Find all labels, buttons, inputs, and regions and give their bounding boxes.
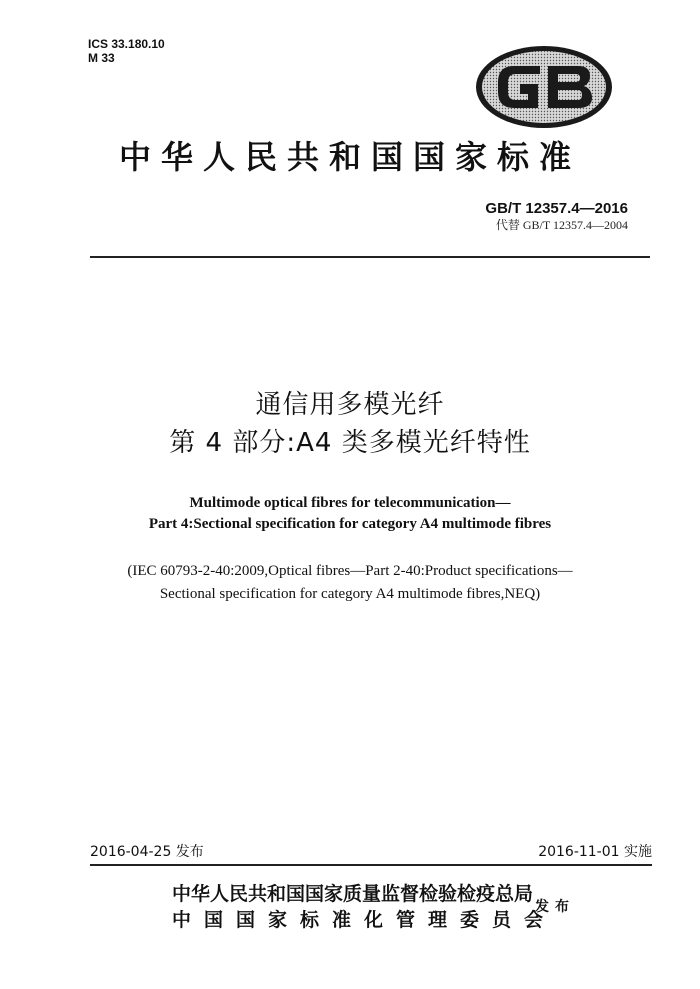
issue-date: 2016-04-25 发布	[90, 844, 204, 860]
iec-reference-line1: (IEC 60793-2-40:2009,Optical fibres—Part 2-40:Product specifications—	[127, 563, 573, 579]
chinese-title-line1: 通信用多模光纤	[255, 390, 445, 420]
iec-reference-line2: Sectional specification for category A4 multimode fibres,NEQ)	[159, 586, 541, 602]
standard-number-block	[485, 200, 628, 233]
english-title-line1: Multimode optical fibres for telecommunication—	[189, 495, 511, 511]
issuer-sac: 中国国家标准化管理委员会	[172, 909, 557, 931]
classification-codes	[88, 37, 165, 65]
ccs-code: M 33	[88, 51, 115, 65]
issuer-aqsiq: 中华人民共和国国家质量监督检验检疫总局	[172, 883, 534, 905]
english-title-line2: Part 4:Sectional specification for category A4 multimode fibres	[148, 516, 552, 532]
national-standard-title: 中华人民共和国国家标准	[118, 138, 581, 176]
publish-label: 发布	[535, 899, 575, 915]
standard-number: GB/T 12357.4—2016	[485, 200, 628, 217]
implementation-date: 2016-11-01 实施	[538, 844, 652, 860]
replaces-standard: 代替 GB/T 12357.4—2004	[495, 218, 628, 232]
gb-logo	[474, 44, 614, 130]
chinese-title-line2: 第 4 部分:A4 类多模光纤特性	[169, 428, 531, 458]
ics-code: ICS 33.180.10	[88, 37, 165, 51]
footer-divider	[90, 864, 652, 866]
header-divider	[90, 256, 650, 258]
